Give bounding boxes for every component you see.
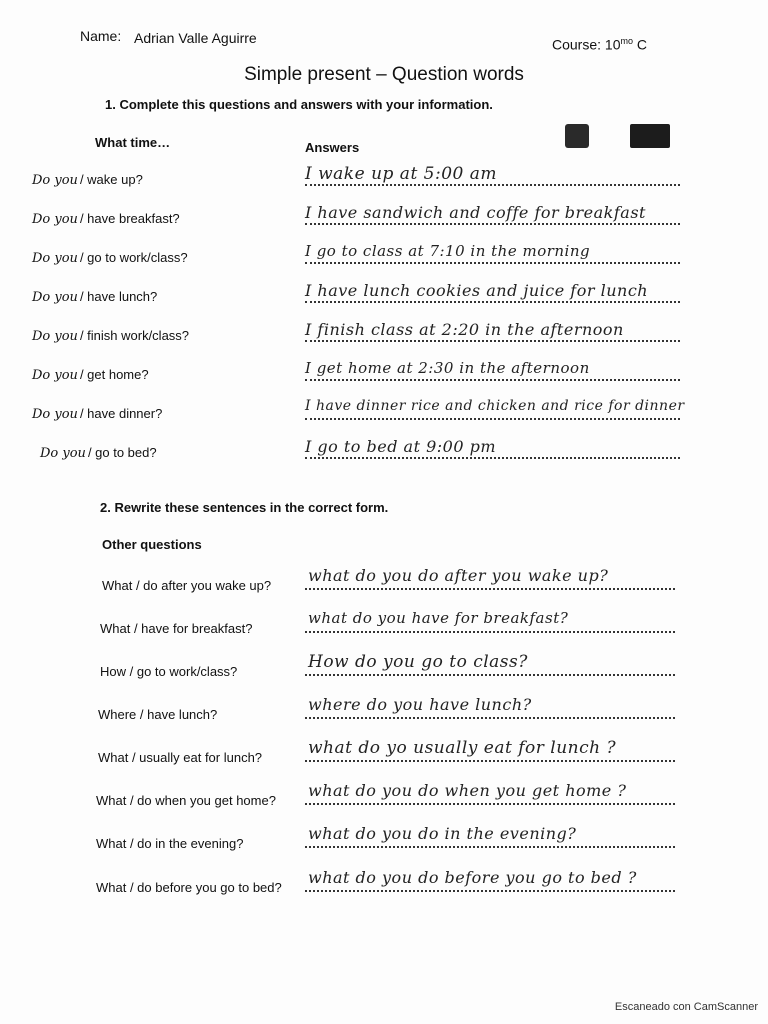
- handwritten-answer: I have dinner rice and chicken and rice for dinner: [305, 398, 685, 414]
- handwritten-prefix: Do you: [32, 251, 78, 266]
- question-row: [32, 289, 157, 305]
- page-title: Simple present – Question words: [244, 64, 524, 85]
- rewrite-prompt: How / go to work/class?: [100, 664, 238, 679]
- handwritten-rewrite: what do you have for breakfast?: [308, 609, 569, 627]
- rewrite-prompt: What / do after you wake up?: [102, 578, 272, 593]
- section1-instruction: 1. Complete this questions and answers with your information.: [105, 97, 493, 112]
- handwritten-prefix: Do you: [32, 368, 78, 383]
- rewrite-prompt: What / do in the evening?: [96, 836, 244, 851]
- question-row: [32, 211, 180, 227]
- rewrite-line: [305, 890, 675, 892]
- handwritten-answer: I have lunch cookies and juice for lunch: [305, 281, 649, 300]
- question-row: [40, 445, 157, 461]
- question-prompt: / go to work/class?: [79, 250, 188, 265]
- handwritten-prefix: Do you: [40, 446, 86, 461]
- handwritten-rewrite: what do you do before you go to bed ?: [308, 868, 637, 887]
- rewrite-line: [305, 631, 675, 633]
- rewrite-line: [305, 588, 675, 590]
- question-prompt: / wake up?: [79, 172, 143, 187]
- handwritten-prefix: Do you: [32, 329, 78, 344]
- handwritten-rewrite: what do you do when you get home ?: [308, 781, 627, 800]
- handwritten-prefix: Do you: [32, 290, 78, 305]
- rewrite-line: [305, 803, 675, 805]
- question-row: [32, 250, 188, 266]
- question-row: [32, 172, 143, 188]
- column-answers: Answers: [305, 140, 360, 155]
- section2-instruction: 2. Rewrite these sentences in the correct form.: [100, 500, 389, 515]
- handwritten-prefix: Do you: [32, 407, 78, 422]
- question-prompt: / have breakfast?: [79, 211, 180, 226]
- rewrite-prompt: What / do before you go to bed?: [96, 880, 282, 895]
- question-prompt: / go to bed?: [87, 445, 157, 460]
- rewrite-prompt: What / usually eat for lunch?: [98, 750, 263, 765]
- question-prompt: / have dinner?: [79, 406, 163, 421]
- answer-line: [305, 262, 680, 264]
- handwritten-answer: I go to bed at 9:00 pm: [305, 437, 497, 456]
- question-row: [32, 367, 149, 383]
- handwritten-rewrite: where do you have lunch?: [308, 695, 532, 714]
- rewrite-prompt: Where / have lunch?: [98, 707, 218, 722]
- rewrite-line: [305, 760, 675, 762]
- column-what-time: What time…: [95, 135, 171, 150]
- rewrite-prompt: What / do when you get home?: [96, 793, 276, 808]
- handwritten-prefix: Do you: [32, 173, 78, 188]
- handwritten-rewrite: what do you do after you wake up?: [308, 566, 609, 585]
- answer-line: [305, 418, 680, 420]
- answer-line: [305, 340, 680, 342]
- question-row: [32, 328, 189, 344]
- question-prompt: / finish work/class?: [79, 328, 190, 343]
- answer-line: [305, 184, 680, 186]
- handwritten-answer: I finish class at 2:20 in the afternoon: [305, 320, 624, 339]
- course: [552, 36, 647, 53]
- scanner-watermark: Escaneado con CamScanner: [614, 1001, 758, 1013]
- handwritten-answer: I go to class at 7:10 in the morning: [305, 242, 591, 260]
- answer-line: [305, 379, 680, 381]
- question-prompt: / have lunch?: [79, 289, 158, 304]
- name-label: Name:: [80, 28, 122, 44]
- rewrite-prompt: What / have for breakfast?: [100, 621, 253, 636]
- student-name: Adrian Valle Aguirre: [134, 30, 257, 46]
- answer-line: [305, 457, 680, 459]
- handwritten-rewrite: How do you go to class?: [308, 652, 528, 672]
- answer-line: [305, 301, 680, 303]
- handwritten-answer: I get home at 2:30 in the afternoon: [305, 359, 590, 377]
- answer-line: [305, 223, 680, 225]
- course-label: Course: 10: [552, 36, 621, 53]
- course-group: C: [633, 36, 647, 53]
- rewrite-line: [305, 846, 675, 848]
- rewrite-line: [305, 717, 675, 719]
- handwritten-rewrite: what do yo usually eat for lunch ?: [308, 738, 617, 758]
- rewrite-line: [305, 674, 675, 676]
- course-superscript: mo: [620, 36, 633, 46]
- clipart-figure-left: [565, 124, 589, 148]
- question-row: [32, 406, 162, 422]
- handwritten-answer: I wake up at 5:00 am: [305, 164, 498, 184]
- question-prompt: / get home?: [79, 367, 149, 382]
- handwritten-answer: I have sandwich and coffe for breakfast: [305, 203, 646, 222]
- handwritten-prefix: Do you: [32, 212, 78, 227]
- clipart-figure-right: [630, 124, 670, 148]
- other-questions-heading: Other questions: [102, 537, 202, 552]
- handwritten-rewrite: what do you do in the evening?: [308, 824, 577, 843]
